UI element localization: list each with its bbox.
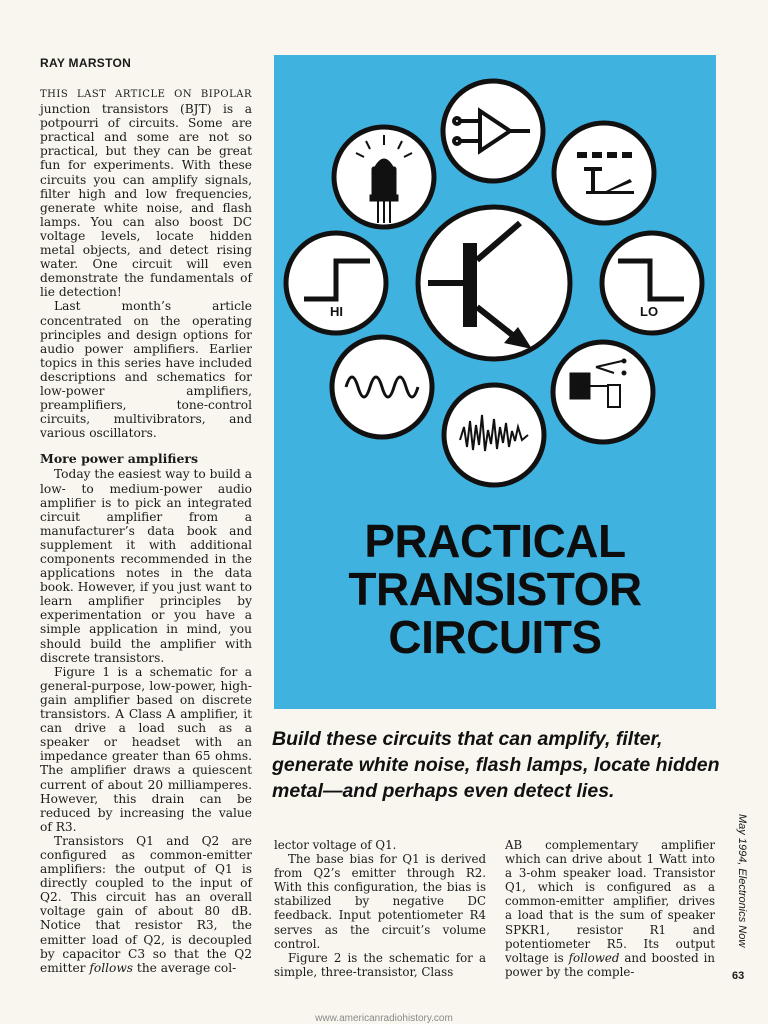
column-1	[40, 86, 252, 975]
paragraph	[40, 86, 252, 299]
paragraph	[40, 834, 252, 975]
deck-subtitle: Build these circuits that can amplify, filter, generate white noise, flash lamps, locate hidden metal—and perhaps even detect lies.	[272, 728, 720, 802]
hi-label: HI	[330, 304, 343, 319]
source-footer: www.americanradiohistory.com	[315, 1013, 453, 1024]
lo-label: LO	[640, 304, 659, 319]
paragraph	[505, 838, 715, 979]
paragraph-text: and boosted in power by the comple-	[505, 950, 715, 979]
paragraph: Figure 1 is a schematic for a general-purpose, low-power, high-gain amplifier based on discrete transistors. A Class A amplifier, it can drive a load such as a speaker or headset with an impedance greater than 65 ohms. The amplifier draws a quiescent current of about 20 milliamperes. However, this drain can be reduced by increasing the value of R3.	[40, 664, 252, 834]
paragraph: Today the easiest way to build a low- to medium-power audio amplifier is to pick an integrated circuit amplifier from a manufacturer’s data book and supplement it with additional components recommended in the applications notes in the data book. However, if you just want to learn amplifier principles by experimentation or you have a simple application in mind, you should build the amplifier with discrete transistors.	[40, 467, 253, 665]
column-2	[274, 838, 486, 979]
title-line: CIRCUITS	[388, 611, 602, 663]
noise-wave-icon	[444, 385, 544, 485]
paragraph: The base bias for Q1 is derived from Q2’s emitter through R2. With this configuration, the bias is stabilized by negative DC feedback. Input potentiometer R4 serves as the circuit’s volume control.	[274, 852, 486, 951]
column-3	[505, 838, 715, 979]
paragraph-text: junction transistors (BJT) is a potpourri of circuits. Some are practical and some are not so practical, but they can be great fun for experiments. With these circuits you can amplify signals, filter high and low frequencies, generate white noise, and flash lamps. You can also boost DC voltage levels, locate hidden metal objects, and detect rising water. One circuit will even demonstrate the fundamentals of lie detection!	[40, 102, 252, 300]
paragraph: Last month’s article concentrated on the operating principles and design options for audio power amplifiers. Earlier topics in this series have included descriptions and schematics for low-power amplifiers, preamplifiers, tone-control circuits, multivibrators, and various oscillators.	[40, 299, 252, 441]
article-title	[274, 517, 716, 661]
relay-icon	[553, 342, 653, 442]
title-artwork	[274, 55, 716, 709]
paragraph: lector voltage of Q1.	[274, 838, 397, 852]
paragraph-text: Transistors Q1 and Q2 are configured as common-emitter amplifiers: the output of Q1 is directly coupled to the input of Q2. This circuit has an overall voltage gain of about 80 dB. Notice that resistor R3, the emitter load of Q2, is decoupled by capacitor C3 so that the Q2 emitter	[40, 833, 252, 975]
paragraph: Figure 2 is the schematic for a simple, three-transistor, Class	[274, 950, 486, 979]
section-heading: More power amplifiers	[40, 451, 199, 467]
byline: RAY MARSTON	[40, 56, 132, 70]
emphasis: follows	[89, 960, 134, 975]
paragraph-text: AB complementary amplifier which can drive about 1 Watt into a 3-ohm speaker load. Transistor Q1, which is configured as a common-emitter amplifier, drives a load that is the sum of speaker SPKR1, resistor R1 and potentiometer R5. Its output voltage is	[505, 838, 715, 965]
title-line: TRANSISTOR	[348, 563, 642, 615]
lead-in-caps: THIS LAST ARTICLE ON BIPOLAR	[40, 89, 252, 100]
emphasis: followed	[568, 950, 620, 965]
issue-sidebar: May 1994, Electronics Now	[736, 814, 748, 948]
paragraph-text: the average col-	[133, 960, 237, 975]
page-number: 63	[732, 970, 745, 982]
title-line: PRACTICAL	[364, 515, 626, 567]
switch-circuit-icon	[554, 123, 654, 223]
